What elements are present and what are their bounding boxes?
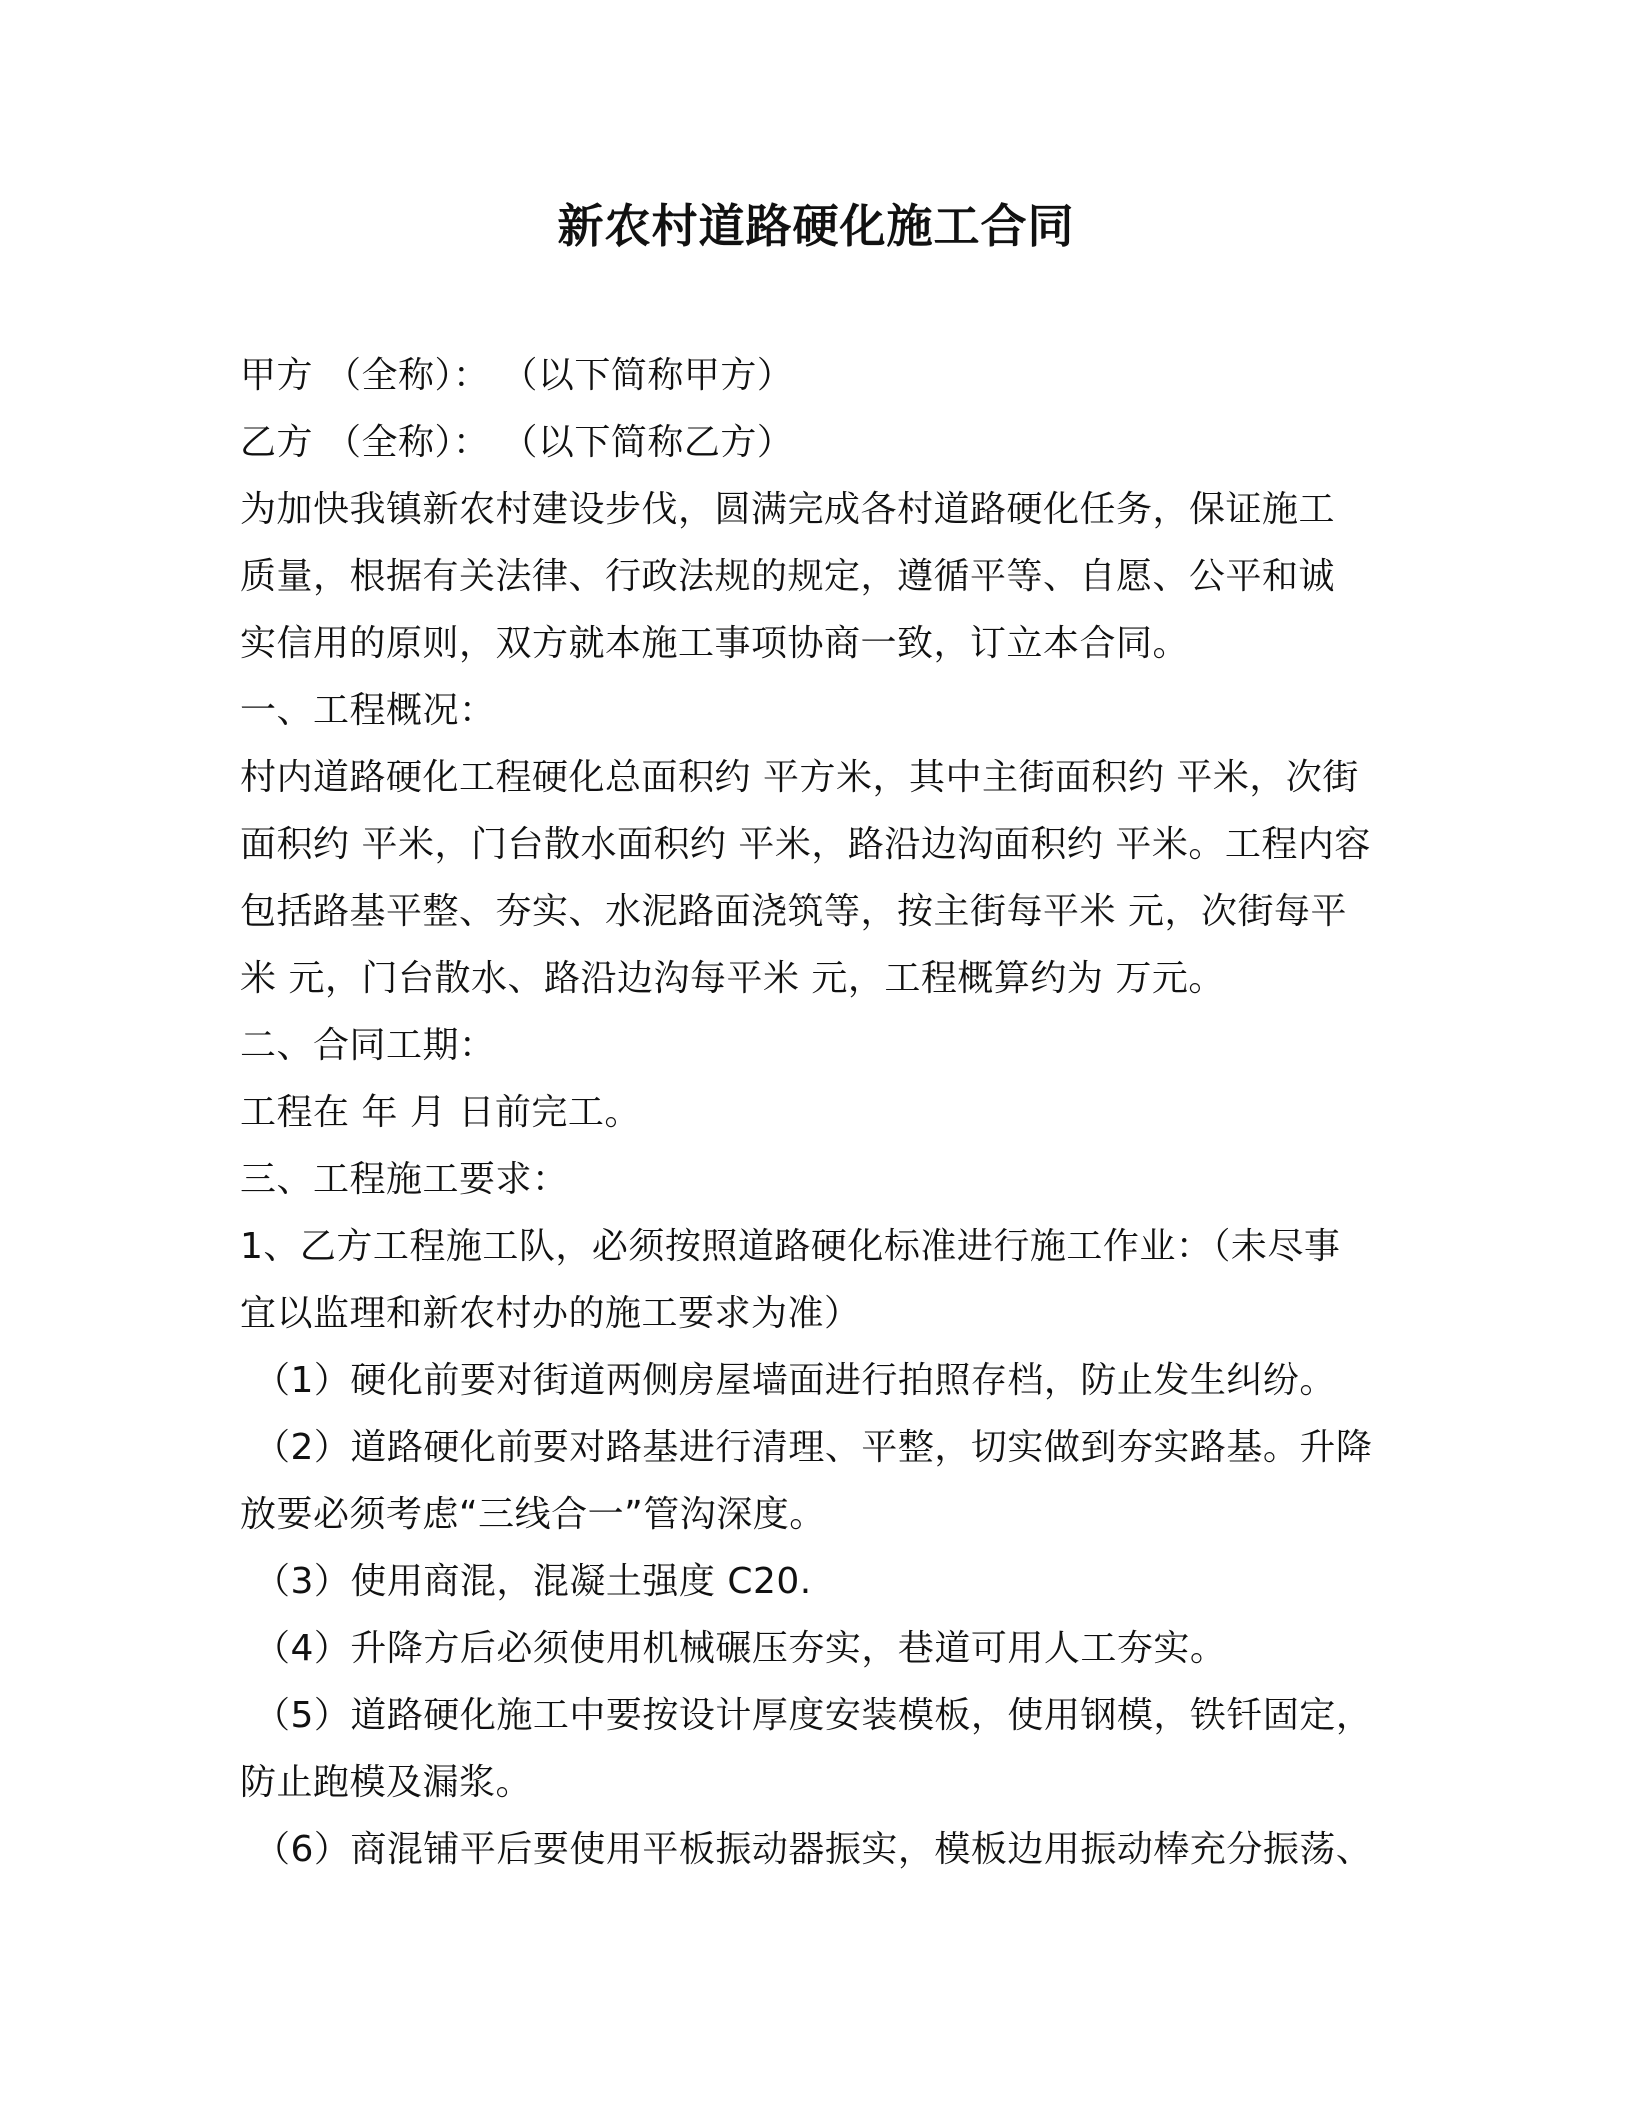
requirement-item: （1）硬化前要对街道两侧房屋墙面进行拍照存档，防止发生纠纷。 — [254, 1360, 1336, 1401]
requirement-item-continued: 放要必须考虑“三线合一”管沟深度。 — [240, 1494, 826, 1535]
requirement-item: （5）道路硬化施工中要按设计厚度安装模板，使用钢模，铁钎固定， — [254, 1695, 1373, 1736]
requirement-item-continued: 防止跑模及漏浆。 — [240, 1762, 533, 1803]
overview-line: 村内道路硬化工程硬化总面积约 平方米，其中主街面积约 平米，次街 — [240, 757, 1359, 798]
section-heading-period: 二、合同工期： — [240, 1025, 496, 1066]
period-line: 工程在 年 月 日前完工。 — [240, 1092, 641, 1133]
preamble-line: 为加快我镇新农村建设步伐，圆满完成各村道路硬化任务，保证施工 — [240, 489, 1336, 530]
section-heading-overview: 一、工程概况： — [240, 690, 496, 731]
requirement-line: 1、乙方工程施工队，必须按照道路硬化标准进行施工作业：（未尽事 — [240, 1226, 1341, 1267]
preamble-line: 质量，根据有关法律、行政法规的规定，遵循平等、自愿、公平和诚 — [240, 556, 1336, 597]
requirement-item: （6）商混铺平后要使用平板振动器振实，模板边用振动棒充分振荡、 — [254, 1829, 1373, 1870]
overview-line: 面积约 平米，门台散水面积约 平米，路沿边沟面积约 平米。工程内容 — [240, 824, 1371, 865]
requirement-item: （3）使用商混，混凝土强度 C20. — [254, 1561, 812, 1602]
document-body — [240, 342, 1390, 1883]
requirement-item: （2）道路硬化前要对路基进行清理、平整，切实做到夯实路基。升降 — [254, 1427, 1373, 1468]
requirement-line: 宜以监理和新农村办的施工要求为准） — [240, 1293, 861, 1334]
overview-line: 米 元，门台散水、路沿边沟每平米 元，工程概算约为 万元。 — [240, 958, 1225, 999]
party-b-line: 乙方 （全称）： （以下简称乙方） — [240, 422, 794, 463]
requirement-item: （4）升降方后必须使用机械碾压夯实，巷道可用人工夯实。 — [254, 1628, 1227, 1669]
preamble-line: 实信用的原则，双方就本施工事项协商一致，订立本合同。 — [240, 623, 1190, 664]
party-a-line: 甲方 （全称）： （以下简称甲方） — [240, 355, 794, 396]
overview-line: 包括路基平整、夯实、水泥路面浇筑等，按主街每平米 元，次街每平 — [240, 891, 1347, 932]
document-title: 新农村道路硬化施工合同 — [557, 199, 1075, 253]
section-heading-requirements: 三、工程施工要求： — [240, 1159, 569, 1200]
